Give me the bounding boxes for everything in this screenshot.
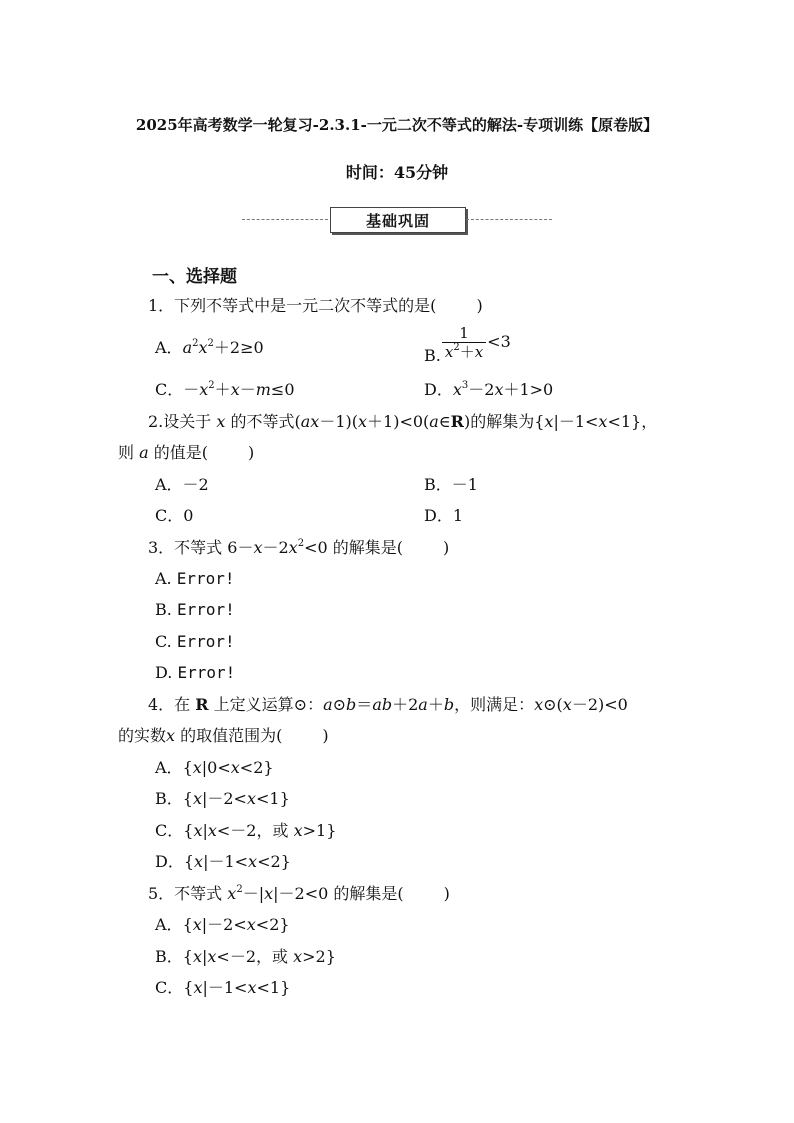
question-4-continuation: 的实数x 的取值范围为( ) [118,726,329,745]
question-1-option-d: D．$x^3-2x+1>0$ [424,380,554,399]
section-banner [242,207,552,233]
page-title: 2025年高考数学一轮复习-2.3.1-一元二次不等式的解法-专项训练【原卷版】 [135,116,659,134]
question-5-stem: 5．不等式 $x^2-|x|-2<0$ 的解集是( ) [148,884,450,903]
question-1-option-b: B. $\frac{1}{x^2+x}$ <3 [424,324,511,365]
question-3-stem: 3．不等式 $6-x-2x^2<0$ 的解集是( ) [148,538,450,557]
question-2-option-c: C．0 [155,506,194,525]
section-heading: 一、选择题 [152,267,237,287]
time-limit: 时间：45分钟 [345,163,449,182]
question-1-stem: 1．下列不等式中是一元二次不等式的是( ) [148,296,483,315]
question-2-option-a: A．－2 [155,475,209,494]
question-5-option-a: A．{x|－2<x<2} [155,915,290,934]
question-4-option-b: B．{x|－2<x<1} [155,789,290,808]
question-4-option-d: D．{x|－1<x<2} [155,852,291,871]
question-1-option-c: C．$-x^2+x-m\le 0$ [155,380,295,399]
banner-label: 基础巩固 [330,207,466,233]
question-4-option-c: C．{x|x<－2，或 x>1} [155,821,337,840]
question-2-option-b: B．－1 [424,475,478,494]
fraction: $\frac{1}{x^2+x}$ [442,324,486,361]
question-1-option-a: A．$a^2x^2+2\ge 0$ [155,338,264,357]
question-2-continuation: 则 a 的值是( ) [118,443,255,462]
question-2-stem: 2.设关于 x 的不等式(ax－1)(x＋1)<0(a∈R)的解集为{x|－1<x<1}， [148,412,658,431]
question-3-option-b: B. Error! [155,600,235,619]
question-4-option-a: A．{x|0<x<2} [155,758,274,777]
question-3-option-c: C. Error! [155,632,235,651]
question-5-option-c: C．{x|－1<x<1} [155,978,291,997]
question-3-option-a: A. Error! [155,569,235,588]
banner-right-rule [466,219,552,220]
banner-left-rule [242,219,328,220]
question-5-option-b: B．{x|x<－2，或 x>2} [155,947,336,966]
question-2-option-d: D．1 [424,506,464,525]
question-3-option-d: D. Error! [155,663,236,682]
question-4-stem: 4．在 R 上定义运算⊙：a⊙b＝ab＋2a＋b，则满足：x⊙(x－2)<0 [148,695,628,714]
